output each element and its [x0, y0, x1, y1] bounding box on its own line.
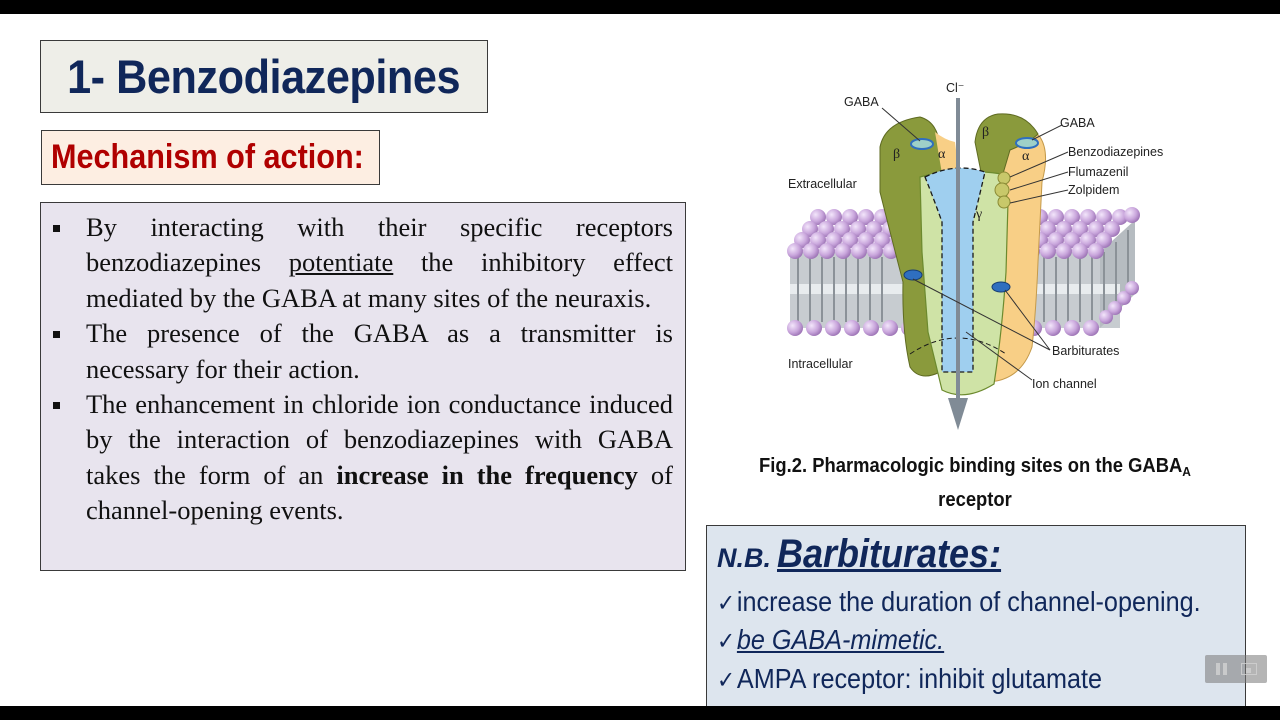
bullet-text: of channel-opening events.: [86, 459, 673, 526]
square-bullet-icon: [53, 225, 60, 232]
checkmark-icon: ✓: [717, 628, 736, 655]
caption-text: Fig.2. Pharmacologic binding sites on the GABA: [759, 455, 1183, 477]
screen-icon[interactable]: [1241, 663, 1257, 675]
bullet-item: [51, 316, 673, 387]
bullet-item: [51, 210, 673, 316]
checkmark-icon: ✓: [717, 590, 736, 617]
figure-caption: [750, 452, 1201, 515]
pause-icon[interactable]: [1216, 663, 1228, 675]
cl-ion-label: Cl⁻: [946, 81, 965, 95]
receptor-protein: [880, 98, 1046, 430]
svg-text:α: α: [938, 147, 946, 162]
note-item: ✓be GABA-mimetic.: [717, 624, 945, 655]
gaba-right-label: GABA: [1060, 116, 1095, 130]
gaba-receptor-diagram: [770, 72, 1190, 442]
bullet-text: The presence of the GABA as a transmitter is necessary for their action.: [86, 318, 673, 384]
nb-label: N.B.: [717, 543, 771, 573]
zolpidem-label: Zolpidem: [1068, 183, 1120, 197]
barbiturates-note-box: [706, 525, 1246, 715]
caption-text-line2: receptor: [938, 489, 1012, 511]
bullet-text: The enhancement in chloride ion conductance induced by the interaction of benzodiazepines with GABA takes the form of an: [86, 389, 673, 490]
underlined-term: potentiate: [288, 247, 394, 278]
nb-title: Barbiturates:: [777, 532, 1002, 576]
note-heading: [717, 532, 1026, 577]
section-heading: Mechanism of action:: [51, 138, 364, 176]
square-bullet-icon: [53, 402, 60, 409]
bold-term: increase in the frequency: [336, 459, 638, 490]
bullet-item: [51, 387, 673, 529]
bullet-text: By interacting with their specific receptors benzodiazepines: [86, 212, 673, 278]
svg-text:β: β: [893, 147, 901, 162]
ion-channel-label: Ion channel: [1032, 377, 1097, 391]
checkmark-icon: ✓: [717, 667, 736, 694]
note-item: ✓AMPA receptor: inhibit glutamate: [717, 663, 1103, 694]
letterbox-top: [0, 0, 1280, 14]
section-heading-box: [41, 130, 380, 185]
square-bullet-icon: [53, 331, 60, 338]
bullet-list: [51, 210, 673, 529]
barbiturates-label: Barbiturates: [1052, 344, 1120, 358]
caption-subscript: A: [1182, 464, 1191, 479]
letterbox-bottom: [0, 706, 1280, 720]
extracellular-label: Extracellular: [788, 177, 857, 191]
slide-title: 1- Benzodiazepines: [67, 50, 461, 103]
svg-text:β: β: [982, 125, 990, 140]
bullet-text: the inhibitory effect mediated by the GABA at many sites of the neuraxis.: [86, 247, 673, 313]
gaba-left-label: GABA: [844, 95, 879, 109]
svg-text:α: α: [1022, 149, 1030, 164]
video-player-controls[interactable]: [1205, 655, 1267, 683]
slide-title-box: [40, 40, 488, 113]
flumazenil-label: Flumazenil: [1068, 165, 1129, 179]
svg-text:γ: γ: [976, 207, 983, 222]
note-item: ✓increase the duration of channel-opening.: [717, 586, 1201, 617]
benzodiazepines-label: Benzodiazepines: [1068, 145, 1164, 159]
intracellular-label: Intracellular: [788, 357, 853, 371]
mechanism-bullets-box: [40, 202, 686, 571]
